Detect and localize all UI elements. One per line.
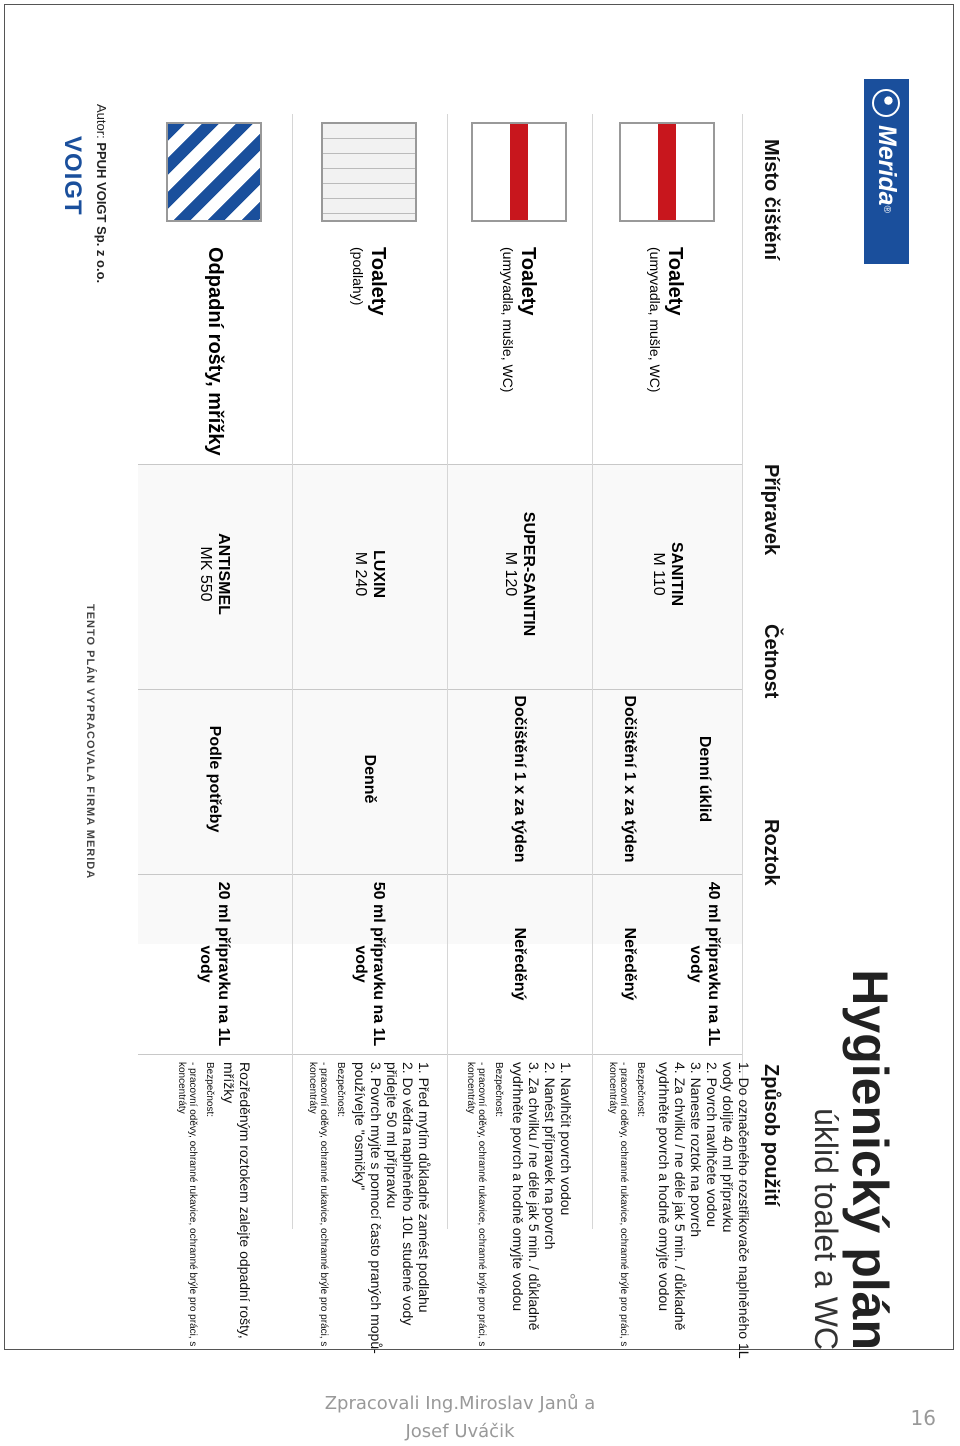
safety-text: - pracovní oděvy, ochranné rukavice, ochranné brýle pro práci, s koncentráty xyxy=(607,1062,629,1347)
safety-label: Bezpečnost: xyxy=(493,1062,504,1118)
merida-ball-icon xyxy=(873,89,901,117)
floor-tiles-icon xyxy=(322,122,418,222)
footer xyxy=(260,1390,660,1446)
pripravek-code: M 240 xyxy=(352,551,370,597)
header-cetnost: Četnost xyxy=(760,624,783,699)
zpusob-cell xyxy=(447,1054,592,1374)
step-text: 3. Naneste roztok na povrch xyxy=(688,1062,705,1238)
step-text: 2. Povrch navlhčete vodou xyxy=(704,1062,721,1227)
pripravek-code: MK 550 xyxy=(197,546,215,602)
zpusob-cell xyxy=(137,1054,292,1374)
pripravek-code: M 110 xyxy=(650,552,667,596)
step-text: 2. Do vědra naplněného 10L studené vody přidejte 50 ml přípravku xyxy=(384,1062,416,1326)
misto-cell xyxy=(447,239,592,459)
roztok-cell: 20 ml přípravku na 1L vody xyxy=(197,881,233,1047)
title-line1: Hygienický plán xyxy=(842,969,898,1350)
roztok-cell: 40 ml přípravku na 1L vody xyxy=(687,881,723,1047)
step-text: 1. Před mytím důkladně zamést podlahu xyxy=(416,1062,432,1313)
merida-logo xyxy=(864,79,909,264)
step-text: Rozředěným roztokem zalejte odpadní rošty, mřížky xyxy=(221,1062,253,1339)
pripravek-cell xyxy=(292,464,447,684)
footer-line2: Josef Uváčik xyxy=(405,1421,515,1442)
author-label: Autor: xyxy=(94,104,109,139)
author xyxy=(94,104,109,283)
misto-cell xyxy=(137,239,292,459)
title-line2: úklid toalet a WC xyxy=(808,1108,844,1350)
misto-title: Toalety xyxy=(517,247,539,316)
misto-sub: (umyvadla, mušle, WC) xyxy=(647,247,664,393)
step-text: 3. Za chvilku / ne déle jak 5 min. / důkladně vydrhněte povrch a hodně omyjte vodou xyxy=(510,1062,542,1331)
logo-name: Merida xyxy=(873,125,901,206)
header-pripravek: Přípravek xyxy=(760,464,783,556)
misto-title: Toalety xyxy=(664,247,687,316)
misto-sub: (umyvadla, mušle, WC) xyxy=(500,247,516,393)
header-zpusob: Způsob použití xyxy=(760,1064,783,1207)
pripravek-name: LUXIN xyxy=(370,550,388,598)
row-illustration xyxy=(447,122,592,232)
drain-grate-icon xyxy=(167,122,263,222)
document-title xyxy=(808,630,896,1350)
pripravek-cell xyxy=(137,464,292,684)
step-text: 2. Nanést přípravek na povrch xyxy=(542,1062,558,1250)
misto-sub: (podlahy) xyxy=(350,247,366,306)
toilet-sink-icon xyxy=(619,122,715,222)
pripravek-cell xyxy=(592,464,742,684)
table-row xyxy=(592,114,753,1359)
step-text: 4. Za chvilku / ne déle jak 5 min. / důkladně vydrhněte povrch a hodně omyjte vodou xyxy=(656,1062,689,1331)
zpusob-cell xyxy=(592,1054,667,1374)
logo-reg: ® xyxy=(881,205,892,213)
cetnost-cell: Denní úklid xyxy=(696,735,714,823)
roztok-cell: 50 ml přípravku na 1L vody xyxy=(352,881,388,1047)
roztok-cell: Neředěný xyxy=(621,927,639,1001)
table-row xyxy=(292,114,448,1354)
safety-text: - pracovní oděvy, ochranné rukavice, ochranné brýle pro práci, s koncentráty xyxy=(465,1062,487,1347)
step-text: 3. Povrch myjte s pomocí často praných mopů- používejte "osmičky" xyxy=(352,1062,384,1354)
header-misto: Místo čištění xyxy=(760,139,783,261)
table-row xyxy=(137,114,293,1347)
rotated-document xyxy=(4,4,956,1359)
toilet-sink-icon xyxy=(472,122,568,222)
page-number: 16 xyxy=(910,1406,936,1430)
safety-label: Bezpečnost: xyxy=(335,1062,346,1118)
header-roztok: Roztok xyxy=(760,819,783,886)
misto-cell xyxy=(592,239,742,459)
pripravek-name: SANITIN xyxy=(668,542,685,606)
step-text: 1. Navlhčit povrch vodou xyxy=(558,1062,574,1216)
row-illustration xyxy=(292,122,447,232)
zpusob-cell xyxy=(656,1054,753,1374)
pripravek-cell xyxy=(447,464,592,684)
cetnost-cell: Dočištění 1 x za týden xyxy=(621,695,639,863)
pripravek-name: SUPER-SANITIN xyxy=(520,511,538,637)
zpusob-cell xyxy=(292,1054,447,1374)
safety-label: Bezpečnost: xyxy=(635,1062,646,1118)
safety-text: - pracovní oděvy, ochranné rukavice, ochranné brýle pro práci, s koncentráty xyxy=(176,1062,198,1347)
misto-title: Toalety xyxy=(367,247,389,316)
step-text: 1. Do označeného rozstřikovače naplněného 1L vody dolijte 40 ml přípravku xyxy=(720,1062,753,1359)
row-illustration xyxy=(137,122,292,232)
author-name: PPUH VOIGT Sp. z o.o. xyxy=(94,142,109,284)
hygiene-table xyxy=(138,114,753,1359)
misto-title: Odpadní rošty, mřížky xyxy=(204,247,226,456)
misto-cell xyxy=(292,239,447,459)
safety-label: Bezpečnost: xyxy=(204,1062,215,1118)
table-row xyxy=(447,114,593,1347)
roztok-cell: Neředěný xyxy=(511,927,529,1001)
cetnost-cell: Podle potřeby xyxy=(206,725,224,833)
made-by-note: TENTO PLÁN VYPRACOVALA FIRMA MERIDA xyxy=(84,604,96,880)
voigt-logo: VOIGT xyxy=(59,136,86,216)
pripravek-name: ANTISMEL xyxy=(215,533,233,615)
row-illustration xyxy=(592,122,742,232)
pripravek-code: M 120 xyxy=(502,551,520,597)
cetnost-cell: Denně xyxy=(361,754,379,804)
cetnost-cell: Dočištění 1 x za týden xyxy=(511,695,529,863)
safety-text: - pracovní oděvy, ochranné rukavice, ochranné brýle pro práci, s koncentráty xyxy=(307,1062,329,1347)
footer-line1: Zpracovali Ing.Miroslav Janů a xyxy=(324,1393,596,1414)
